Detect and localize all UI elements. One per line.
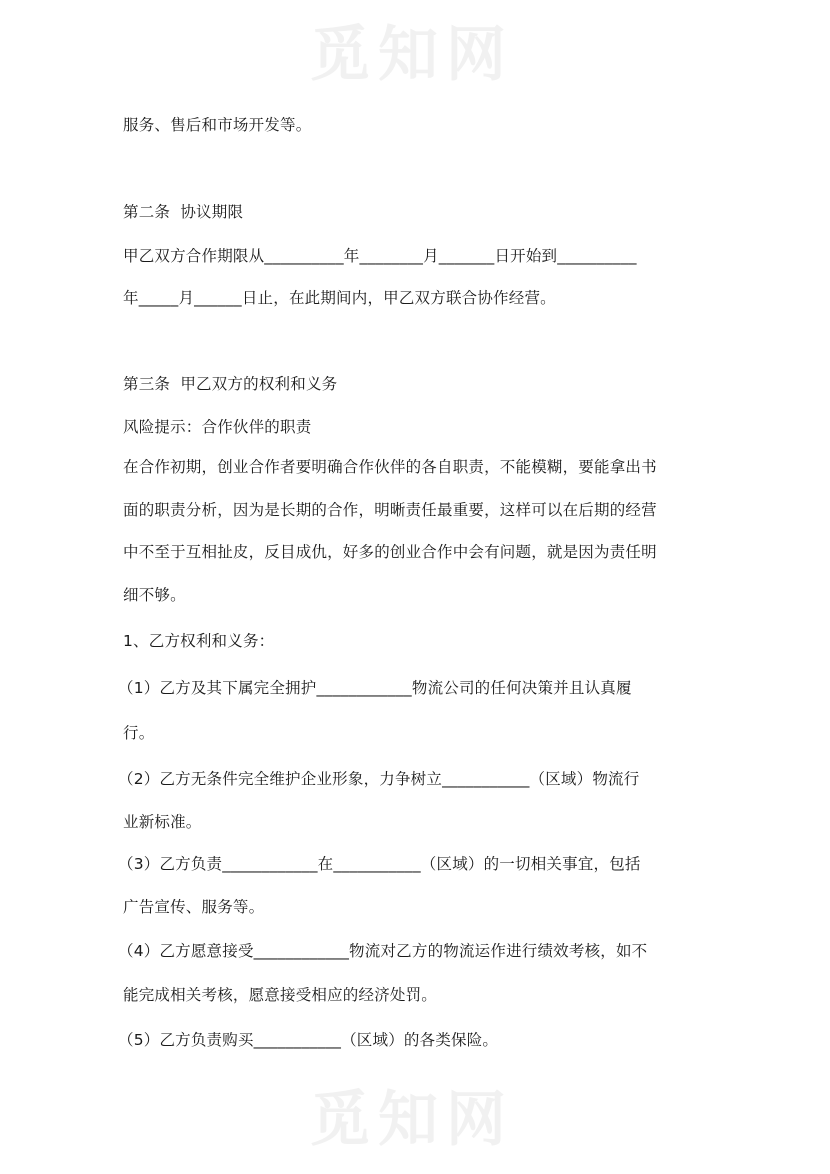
text-line: 面的职责分析，因为是长期的合作，明晰责任最重要，这样可以在后期的经营	[123, 501, 657, 519]
clause-item: （5）乙方负责购买___________（区域）的各类保险。	[118, 1031, 499, 1049]
text-line: 服务、售后和市场开发等。	[123, 116, 312, 134]
subsection-heading: 1、乙方权利和义务：	[123, 632, 275, 650]
watermark: 觅知网	[310, 1085, 514, 1155]
clause-item: （1）乙方及其下属完全拥护____________物流公司的任何决策并且认真履	[118, 679, 632, 697]
clause-item: （3）乙方负责____________在___________（区域）的一切相关事宜，包括	[118, 855, 641, 873]
text-line: 行。	[123, 724, 155, 742]
text-line: 年_____月______日止，在此期间内，甲乙双方联合协作经营。	[123, 289, 556, 307]
clause-item: （2）乙方无条件完全维护企业形象，力争树立___________（区域）物流行	[118, 770, 640, 788]
text-line: 在合作初期，创业合作者要明确合作伙伴的各自职责，不能模糊，要能拿出书	[123, 458, 657, 476]
text-line: 能完成相关考核，愿意接受相应的经济处罚。	[123, 986, 438, 1004]
risk-tip-heading: 风险提示：合作伙伴的职责	[123, 418, 312, 436]
clause-item: （4）乙方愿意接受____________物流对乙方的物流运作进行绩效考核，如不	[118, 942, 648, 960]
text-line: 细不够。	[123, 586, 186, 604]
text-line: 甲乙双方合作期限从__________年________月_______日开始到__________	[123, 247, 637, 265]
section-heading: 第二条 协议期限	[123, 203, 244, 221]
text-line: 业新标准。	[123, 813, 202, 831]
text-line: 中不至于互相扯皮，反目成仇，好多的创业合作中会有问题，就是因为责任明	[123, 543, 657, 561]
watermark: 觅知网	[310, 20, 514, 90]
section-heading: 第三条 甲乙双方的权利和义务	[123, 375, 338, 393]
text-line: 广告宣传、服务等。	[123, 898, 265, 916]
